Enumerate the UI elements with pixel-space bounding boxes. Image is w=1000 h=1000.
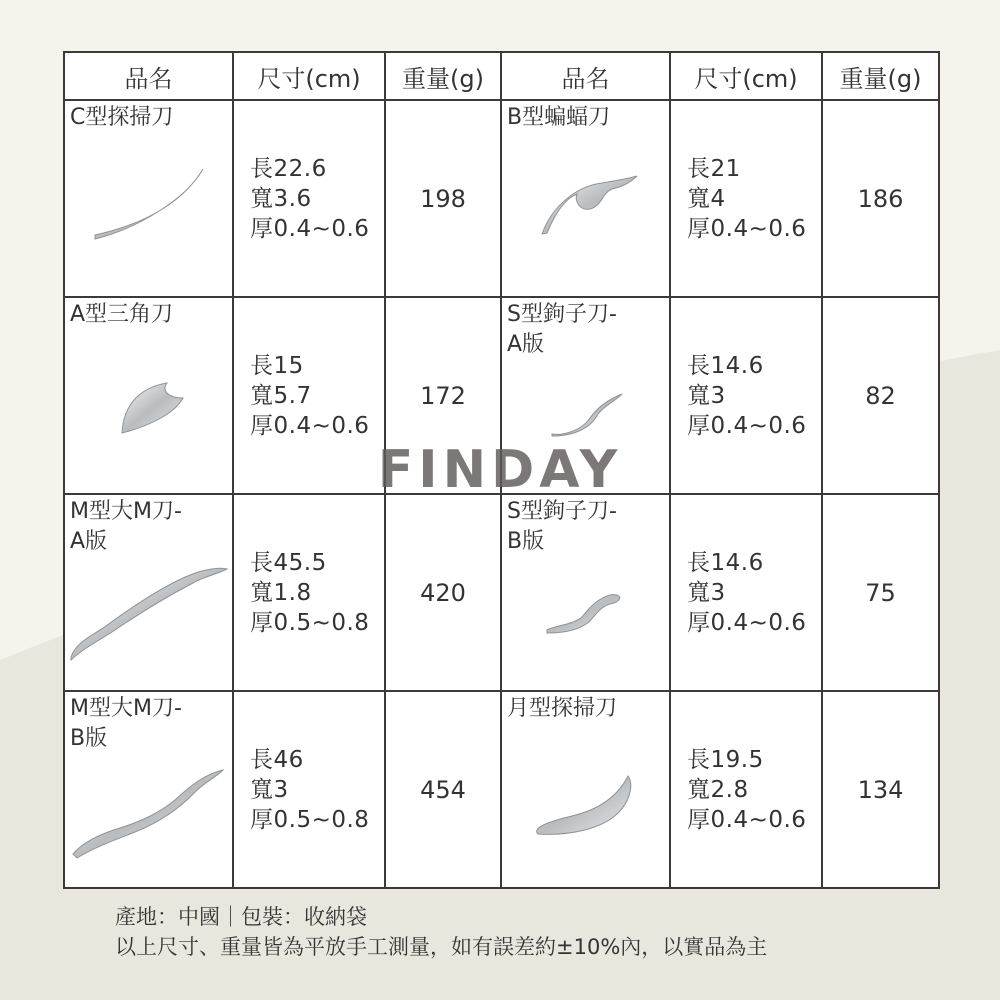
weight-value: 75 bbox=[822, 494, 939, 691]
header-name-right: 品名 bbox=[501, 52, 670, 100]
product-cell bbox=[501, 100, 670, 297]
product-cell bbox=[64, 494, 233, 691]
table-row bbox=[64, 691, 939, 888]
length-value: 長15 bbox=[250, 352, 304, 379]
table-row bbox=[64, 100, 939, 297]
m-blade-a-image bbox=[65, 495, 234, 692]
table-row bbox=[64, 494, 939, 691]
width-value: 寬2.8 bbox=[687, 776, 749, 803]
weight-value: 186 bbox=[822, 100, 939, 297]
product-name: B型蝙蝠刀 bbox=[507, 105, 611, 130]
header-size-left: 尺寸(cm) bbox=[233, 52, 385, 100]
weight-value: 134 bbox=[822, 691, 939, 888]
measurement-disclaimer: 以上尺寸、重量皆為平放手工測量，如有誤差約±10%內，以實品為主 bbox=[115, 935, 768, 959]
size-cell bbox=[670, 100, 822, 297]
width-value: 寬4 bbox=[687, 185, 726, 212]
bat-blade-image bbox=[502, 101, 671, 298]
thickness-value: 厚0.5~0.8 bbox=[250, 806, 370, 833]
product-name: A型三角刀 bbox=[70, 302, 174, 327]
length-value: 長21 bbox=[687, 155, 741, 182]
length-value: 長19.5 bbox=[687, 746, 764, 773]
width-value: 寬3 bbox=[250, 776, 289, 803]
brand-watermark: FINDAY bbox=[377, 440, 623, 500]
footer-notes bbox=[115, 902, 767, 962]
width-value: 寬1.8 bbox=[250, 579, 312, 606]
size-cell bbox=[670, 691, 822, 888]
header-name-left: 品名 bbox=[64, 52, 233, 100]
length-value: 長14.6 bbox=[687, 352, 764, 379]
thickness-value: 厚0.4~0.6 bbox=[687, 609, 807, 636]
product-name: S型鉤子刀- A版 bbox=[507, 302, 617, 357]
product-name: C型探掃刀 bbox=[70, 105, 174, 130]
length-value: 長14.6 bbox=[687, 549, 764, 576]
product-cell bbox=[64, 100, 233, 297]
m-blade-b-image bbox=[65, 692, 234, 889]
product-cell bbox=[64, 691, 233, 888]
product-cell bbox=[501, 691, 670, 888]
length-value: 長46 bbox=[250, 746, 304, 773]
origin-packaging-note: 產地：中國｜包裝：收納袋 bbox=[115, 905, 367, 929]
thickness-value: 厚0.4~0.6 bbox=[687, 412, 807, 439]
header-row bbox=[64, 52, 939, 100]
weight-value: 198 bbox=[385, 100, 501, 297]
product-name: M型大M刀- B版 bbox=[70, 696, 182, 751]
weight-value: 82 bbox=[822, 297, 939, 494]
size-cell bbox=[233, 494, 385, 691]
thickness-value: 厚0.4~0.6 bbox=[250, 215, 370, 242]
thickness-value: 厚0.4~0.6 bbox=[687, 215, 807, 242]
length-value: 長45.5 bbox=[250, 549, 327, 576]
size-cell bbox=[233, 100, 385, 297]
hook-blade-b-image bbox=[502, 495, 671, 692]
size-cell bbox=[670, 494, 822, 691]
header-size-right: 尺寸(cm) bbox=[670, 52, 822, 100]
width-value: 寬3 bbox=[687, 579, 726, 606]
length-value: 長22.6 bbox=[250, 155, 327, 182]
size-cell bbox=[233, 691, 385, 888]
thickness-value: 厚0.4~0.6 bbox=[250, 412, 370, 439]
weight-value: 454 bbox=[385, 691, 501, 888]
weight-value: 172 bbox=[385, 297, 501, 494]
c-blade-image bbox=[65, 101, 234, 298]
product-cell bbox=[501, 494, 670, 691]
width-value: 寬3.6 bbox=[250, 185, 312, 212]
width-value: 寬5.7 bbox=[250, 382, 312, 409]
weight-value: 420 bbox=[385, 494, 501, 691]
moon-blade-image bbox=[502, 692, 671, 889]
product-name: M型大M刀- A版 bbox=[70, 499, 182, 554]
thickness-value: 厚0.4~0.6 bbox=[687, 806, 807, 833]
header-weight-right: 重量(g) bbox=[822, 52, 939, 100]
thickness-value: 厚0.5~0.8 bbox=[250, 609, 370, 636]
product-name: 月型探掃刀 bbox=[507, 696, 618, 721]
header-weight-left: 重量(g) bbox=[385, 52, 501, 100]
product-name: S型鉤子刀- B版 bbox=[507, 499, 617, 554]
width-value: 寬3 bbox=[687, 382, 726, 409]
